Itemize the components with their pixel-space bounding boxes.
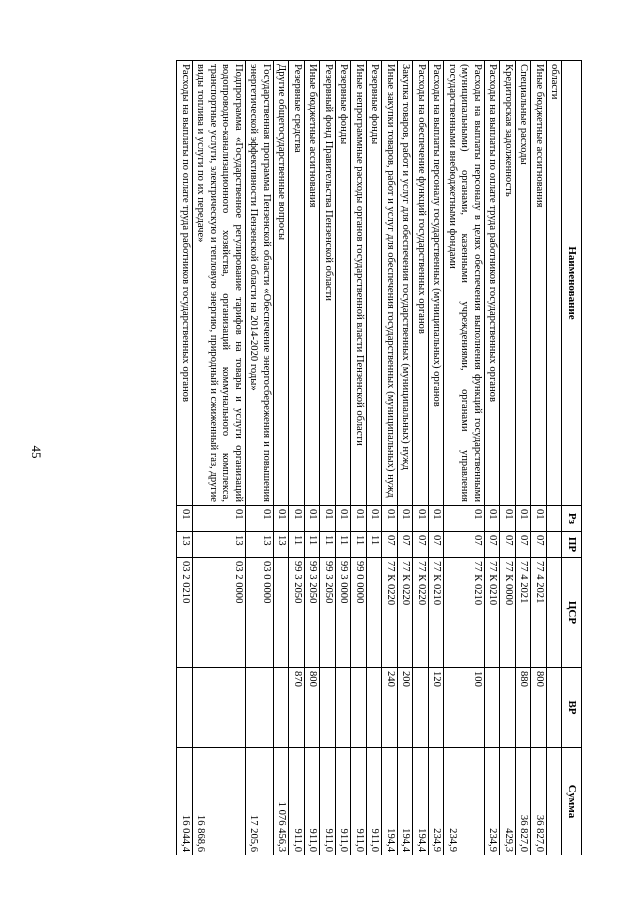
cell-pr: 07 bbox=[382, 532, 398, 558]
cell-pr: 13 bbox=[192, 532, 245, 558]
cell-pr: 07 bbox=[515, 532, 531, 558]
cell-csr bbox=[273, 558, 289, 668]
cell-name: Кредиторская задолженность bbox=[500, 61, 516, 506]
table-row bbox=[382, 61, 398, 856]
cell-sum: 234,9 bbox=[484, 748, 500, 856]
cell-sum: 234,9 bbox=[444, 748, 485, 856]
table-frame bbox=[57, 60, 582, 855]
cell-rz: 01 bbox=[273, 506, 289, 532]
cell-vr: 870 bbox=[289, 668, 305, 748]
cell-vr bbox=[192, 668, 245, 748]
cell-sum: 911,0 bbox=[320, 748, 336, 856]
cell-rz: 01 bbox=[515, 506, 531, 532]
cell-csr bbox=[366, 558, 382, 668]
cell-rz: 01 bbox=[289, 506, 305, 532]
table-row bbox=[335, 61, 351, 856]
cell-sum: 911,0 bbox=[366, 748, 382, 856]
table-row bbox=[289, 61, 305, 856]
cell-sum: 194,4 bbox=[397, 748, 413, 856]
cell-name: Иные непрограммные расходы органов государственной власти Пензенской области bbox=[351, 61, 367, 506]
cell-csr bbox=[546, 558, 562, 668]
cell-name: Иные закупки товаров, работ и услуг для обеспечения государственных (муниципальных) нужд bbox=[382, 61, 398, 506]
cell-sum: 911,0 bbox=[304, 748, 320, 856]
cell-name: Резервные средства bbox=[289, 61, 305, 506]
table-row bbox=[428, 61, 444, 856]
header-vr: ВР bbox=[562, 668, 582, 748]
cell-rz: 01 bbox=[444, 506, 485, 532]
cell-name: Иные бюджетные ассигнования bbox=[304, 61, 320, 506]
cell-rz: 01 bbox=[397, 506, 413, 532]
cell-name: Специальные расходы bbox=[515, 61, 531, 506]
cell-sum: 194,4 bbox=[382, 748, 398, 856]
cell-csr: 99 0 0000 bbox=[351, 558, 367, 668]
cell-csr: 77 4 2021 bbox=[515, 558, 531, 668]
table-row bbox=[366, 61, 382, 856]
page-number: 45 bbox=[29, 445, 44, 459]
cell-vr: 240 bbox=[382, 668, 398, 748]
cell-rz: 01 bbox=[192, 506, 245, 532]
cell-vr: 880 bbox=[515, 668, 531, 748]
cell-vr bbox=[177, 668, 193, 748]
cell-rz: 01 bbox=[335, 506, 351, 532]
cell-name: Другие общегосударственные вопросы bbox=[273, 61, 289, 506]
cell-vr bbox=[245, 668, 273, 748]
table-row bbox=[484, 61, 500, 856]
cell-vr bbox=[335, 668, 351, 748]
cell-sum: 36 827,0 bbox=[515, 748, 531, 856]
cell-pr: 07 bbox=[397, 532, 413, 558]
cell-csr: 77 К 0000 bbox=[500, 558, 516, 668]
budget-table bbox=[176, 60, 582, 855]
cell-pr: 13 bbox=[273, 532, 289, 558]
cell-pr: 07 bbox=[444, 532, 485, 558]
cell-csr: 77 К 0220 bbox=[397, 558, 413, 668]
cell-vr: 800 bbox=[531, 668, 547, 748]
table-rotated-container bbox=[57, 60, 582, 855]
cell-csr: 99 3 2050 bbox=[304, 558, 320, 668]
cell-csr: 77 К 0220 bbox=[382, 558, 398, 668]
cell-pr bbox=[546, 532, 562, 558]
table-row bbox=[444, 61, 485, 856]
cell-sum: 911,0 bbox=[289, 748, 305, 856]
cell-sum bbox=[546, 748, 562, 856]
cell-name: Расходы на обеспечение функций государственных органов bbox=[413, 61, 429, 506]
table-row bbox=[177, 61, 193, 856]
cell-sum: 234,9 bbox=[428, 748, 444, 856]
table-row bbox=[546, 61, 562, 856]
cell-csr: 03 2 0000 bbox=[192, 558, 245, 668]
cell-name: Расходы на выплаты по оплате труда работников государственных органов bbox=[177, 61, 193, 506]
table-row bbox=[531, 61, 547, 856]
cell-rz: 01 bbox=[531, 506, 547, 532]
cell-rz: 01 bbox=[245, 506, 273, 532]
header-rz: Рз bbox=[562, 506, 582, 532]
cell-sum: 1 076 456,3 bbox=[273, 748, 289, 856]
cell-pr: 11 bbox=[335, 532, 351, 558]
cell-rz: 01 bbox=[320, 506, 336, 532]
cell-sum: 16 044,4 bbox=[177, 748, 193, 856]
cell-rz: 01 bbox=[500, 506, 516, 532]
cell-vr bbox=[273, 668, 289, 748]
cell-vr bbox=[500, 668, 516, 748]
cell-vr bbox=[546, 668, 562, 748]
cell-pr: 11 bbox=[366, 532, 382, 558]
cell-name: Закупка товаров, работ и услуг для обеспечения государственных (муниципальных) нужд bbox=[397, 61, 413, 506]
cell-pr: 07 bbox=[500, 532, 516, 558]
cell-rz: 01 bbox=[304, 506, 320, 532]
cell-name: Резервный фонд Правительства Пензенской области bbox=[320, 61, 336, 506]
cell-pr: 07 bbox=[413, 532, 429, 558]
cell-rz: 01 bbox=[413, 506, 429, 532]
table-row bbox=[245, 61, 273, 856]
table-row bbox=[192, 61, 245, 856]
cell-rz: 01 bbox=[428, 506, 444, 532]
cell-csr: 77 К 0210 bbox=[484, 558, 500, 668]
cell-pr: 13 bbox=[245, 532, 273, 558]
cell-sum: 17 205,6 bbox=[245, 748, 273, 856]
cell-csr: 99 3 2050 bbox=[289, 558, 305, 668]
table-row bbox=[351, 61, 367, 856]
cell-csr: 99 3 2050 bbox=[320, 558, 336, 668]
cell-vr: 100 bbox=[444, 668, 485, 748]
cell-vr: 120 bbox=[428, 668, 444, 748]
table-row bbox=[413, 61, 429, 856]
cell-vr: 800 bbox=[304, 668, 320, 748]
table-row bbox=[397, 61, 413, 856]
cell-pr: 11 bbox=[289, 532, 305, 558]
header-csr: ЦСР bbox=[562, 558, 582, 668]
cell-name: Расходы на выплаты персоналу в целях обеспечения выполнения функций государственными (муниципальными) органами, казенными учреждениями, органами управления государственными внебюджетными фондами bbox=[444, 61, 485, 506]
header-pr: ПР bbox=[562, 532, 582, 558]
cell-pr: 11 bbox=[351, 532, 367, 558]
cell-rz: 01 bbox=[351, 506, 367, 532]
table-row bbox=[515, 61, 531, 856]
cell-rz: 01 bbox=[484, 506, 500, 532]
cell-sum: 36 827,0 bbox=[531, 748, 547, 856]
table-header-row bbox=[562, 61, 582, 856]
cell-csr: 99 3 0000 bbox=[335, 558, 351, 668]
cell-csr: 77 К 0210 bbox=[444, 558, 485, 668]
cell-pr: 07 bbox=[531, 532, 547, 558]
table-row bbox=[320, 61, 336, 856]
cell-pr: 13 bbox=[177, 532, 193, 558]
cell-pr: 11 bbox=[304, 532, 320, 558]
header-name: Наименование bbox=[562, 61, 582, 506]
cell-rz: 01 bbox=[366, 506, 382, 532]
table-row bbox=[304, 61, 320, 856]
cell-name: Иные бюджетные ассигнования bbox=[531, 61, 547, 506]
cell-name: Резервные фонды bbox=[366, 61, 382, 506]
cell-csr: 77 К 0220 bbox=[413, 558, 429, 668]
cell-vr bbox=[366, 668, 382, 748]
cell-pr: 11 bbox=[320, 532, 336, 558]
cell-pr: 07 bbox=[428, 532, 444, 558]
cell-rz: 01 bbox=[177, 506, 193, 532]
cell-csr: 03 2 0210 bbox=[177, 558, 193, 668]
cell-vr bbox=[351, 668, 367, 748]
cell-csr: 03 0 0000 bbox=[245, 558, 273, 668]
header-sum: Сумма bbox=[562, 748, 582, 856]
cell-rz bbox=[546, 506, 562, 532]
cell-name: области bbox=[546, 61, 562, 506]
cell-sum: 16 868,6 bbox=[192, 748, 245, 856]
cell-vr bbox=[413, 668, 429, 748]
table-row bbox=[273, 61, 289, 856]
table-row bbox=[500, 61, 516, 856]
cell-name: Расходы на выплаты по оплате труда работников государственных органов bbox=[484, 61, 500, 506]
cell-sum: 429,3 bbox=[500, 748, 516, 856]
cell-name: Государственная программа Пензенской области «Обеспечение энергосбережения и повышения энергетической эффективности Пензенской области на 2014-2020 годы» bbox=[245, 61, 273, 506]
cell-sum: 194,4 bbox=[413, 748, 429, 856]
cell-csr: 77 4 2021 bbox=[531, 558, 547, 668]
cell-name: Подпрограмма «Государственное регулирование тарифов на товары и услуги организаций водопроводно-канализационного хозяйства, организаций коммунального комплекса, транспортные услуги, электрическую и тепловую энергию, природный и сжиженный газ, другие виды топлива и услуги по их передаче» bbox=[192, 61, 245, 506]
cell-vr bbox=[320, 668, 336, 748]
cell-vr bbox=[484, 668, 500, 748]
cell-rz: 01 bbox=[382, 506, 398, 532]
cell-csr: 77 К 0210 bbox=[428, 558, 444, 668]
cell-name: Резервные фонды bbox=[335, 61, 351, 506]
cell-sum: 911,0 bbox=[351, 748, 367, 856]
cell-name: Расходы на выплаты персоналу государственных (муниципальных) органов bbox=[428, 61, 444, 506]
cell-sum: 911,0 bbox=[335, 748, 351, 856]
cell-vr: 200 bbox=[397, 668, 413, 748]
cell-pr: 07 bbox=[484, 532, 500, 558]
